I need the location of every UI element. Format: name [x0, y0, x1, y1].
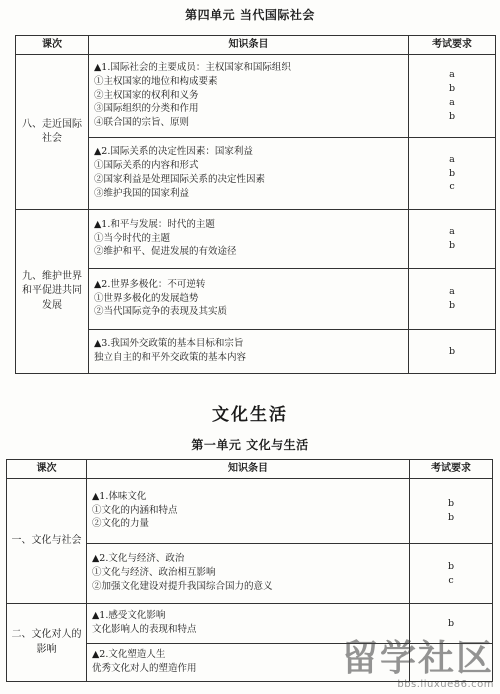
lesson-1: 一、文化与社会: [7, 479, 87, 604]
list-item: ③国际组织的分类和作用: [94, 103, 199, 115]
block-heading: ▲2.文化与经济、政治: [92, 553, 185, 565]
requirement-level: b: [448, 300, 456, 311]
unit1-title: 第一单元 文化与生活: [191, 438, 309, 452]
list-item: 文化影响人的表现和特点: [92, 624, 197, 635]
list-item: 独立自主的和平外交政策的基本内容: [94, 352, 247, 363]
requirement-level: c: [448, 574, 454, 586]
header-lesson: 课次: [16, 36, 89, 55]
list-item: ④联合国的宗旨、原则: [94, 117, 190, 129]
requirement-level: b: [448, 83, 456, 95]
watermark-url: bbs.liuxue86.com: [397, 679, 494, 690]
list-item: ②当代国际竞争的表现及其实质: [94, 306, 228, 318]
requirement-cell: [410, 479, 493, 544]
list-item: ①文化的内涵和特点: [92, 504, 178, 516]
block-heading: ▲1.和平与发展：时代的主题: [94, 218, 215, 230]
block-heading: ▲3.我国外交政策的基本目标和宗旨: [94, 338, 244, 350]
requirement-cell: [409, 138, 496, 210]
requirement-level: b: [447, 617, 455, 629]
requirement-level: a: [449, 226, 455, 238]
requirement-cell: [409, 269, 496, 330]
list-item: ①主权国家的地位和构成要素: [94, 75, 218, 87]
list-item: ②文化的力量: [92, 518, 150, 530]
requirement-level: a: [449, 153, 455, 165]
list-item: 优秀文化对人的塑造作用: [92, 663, 197, 674]
section-title-culture: 文化生活: [212, 405, 288, 425]
requirement-cell: [409, 330, 496, 374]
unit4-title: 第四单元 当代国际社会: [185, 8, 315, 22]
knowledge-block: [89, 55, 409, 138]
unit4-table: [15, 35, 496, 374]
header-items: 知识条目: [89, 36, 409, 55]
lesson-8: 八、走近国际社会: [16, 55, 89, 210]
requirement-cell: [409, 55, 496, 138]
watermark-logo-text: 留学社区: [341, 638, 494, 679]
block-heading: ▲1.国际社会的主要成员：主权国家和国际组织: [94, 62, 291, 74]
knowledge-block: [87, 479, 410, 544]
requirement-level: b: [447, 512, 455, 523]
requirement-level: a: [449, 69, 455, 81]
header-requirement: 考试要求: [409, 36, 496, 55]
table-header-row: [16, 36, 496, 55]
block-heading: ▲2.世界多极化：不可逆转: [94, 278, 206, 290]
requirement-level: b: [447, 498, 455, 510]
table-header-row: [7, 460, 493, 479]
block-heading: ▲1.感受文化影响: [92, 610, 166, 622]
knowledge-block: [89, 210, 409, 269]
list-item: ①文化与经济、政治相互影响: [92, 567, 216, 579]
list-item: ①世界多极化的发展趋势: [94, 292, 199, 304]
list-item: ②加强文化建设对提升我国综合国力的意义: [92, 580, 273, 592]
requirement-level: b: [447, 560, 455, 572]
requirement-level: c: [449, 181, 455, 193]
lesson-2: 二、文化对人的影响: [7, 604, 87, 682]
block-heading: ▲1.体味文化: [92, 490, 147, 502]
knowledge-block: [89, 138, 409, 210]
requirement-level: b: [448, 167, 456, 179]
requirement-cell: [410, 544, 493, 604]
header-lesson: 课次: [7, 460, 87, 479]
list-item: ②国家利益是处理国际关系的决定性因素: [94, 174, 266, 185]
table-row: [16, 55, 496, 138]
list-item: ①当今时代的主题: [94, 232, 171, 244]
table-row: [7, 479, 493, 544]
lesson-9: 九、维护世界和平促进共同发展: [16, 210, 89, 374]
list-item: ①国际关系的内容和形式: [94, 160, 199, 172]
list-item: ③维护我国的国家利益: [94, 187, 190, 199]
knowledge-block: [87, 544, 410, 604]
header-items: 知识条目: [87, 460, 410, 479]
requirement-level: b: [448, 345, 456, 357]
list-item: ②主权国家的权利和义务: [94, 89, 199, 101]
knowledge-block: [89, 330, 409, 374]
site-watermark: [342, 639, 494, 690]
knowledge-block: [89, 269, 409, 330]
requirement-level: a: [449, 286, 455, 298]
requirement-cell: [409, 210, 496, 269]
header-requirement: 考试要求: [410, 460, 493, 479]
list-item: ②维护和平、促进发展的有效途径: [94, 246, 237, 258]
block-heading: ▲2.国际关系的决定性因素：国家利益: [94, 146, 253, 158]
block-heading: ▲2.文化塑造人生: [92, 649, 166, 661]
requirement-level: b: [448, 110, 456, 122]
requirement-level: a: [449, 97, 455, 108]
requirement-level: b: [448, 240, 456, 251]
table-row: [16, 210, 496, 269]
